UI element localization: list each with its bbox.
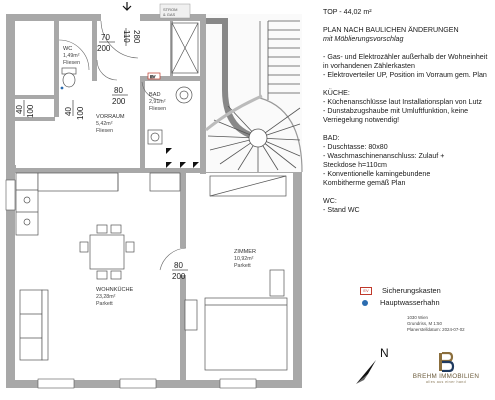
dim-vorraum-left-a: 40: [15, 105, 24, 114]
room-zimmer-area: 10,92m²: [234, 256, 254, 262]
wc-toilet-icon: [61, 68, 76, 89]
north-label: N: [380, 346, 389, 360]
dim-vorraum-right-b: 100: [76, 106, 85, 120]
room-wc-area: 1,49m²: [63, 53, 80, 59]
dim-wc-height: 200: [97, 44, 111, 53]
legend-row-fuse: [360, 285, 441, 297]
bathroom-fixtures: [148, 23, 198, 144]
legend-row-water: [360, 297, 441, 309]
plan-title: PLAN NACH BAULICHEN ÄNDERUNGEN: [323, 26, 459, 34]
top-area: TOP - 44,02 m²: [323, 8, 372, 16]
room-wohnkueche-name: WOHNKÜCHE: [96, 287, 134, 293]
general-notes: - Gas- und Elektrozähler außerhalb der Wohneinheit in vorhandenen Zählerkasten - Elektroverteiler UP, Position im Vorraum gem. Plan: [323, 53, 488, 79]
room-vorraum-name: VORRAUM: [96, 114, 125, 120]
legend: [360, 285, 441, 309]
dim-zimmer-height: 200: [172, 272, 186, 281]
legend-water-label: Hauptwasserhahn: [380, 298, 440, 307]
room-bad-floor: Fliesen: [149, 106, 167, 112]
shaft-markers: [166, 148, 199, 168]
room-zimmer-floor: Parkett: [234, 263, 251, 269]
wc-heading: WC:: [323, 197, 337, 205]
kueche-heading: KÜCHE:: [323, 89, 350, 97]
room-bad-area: 2,91m²: [149, 99, 166, 105]
room-wc-floor: Fliesen: [63, 60, 81, 66]
wc-notes: - Stand WC: [323, 206, 360, 214]
meta-scale: Grundriss, M 1:50: [407, 321, 442, 327]
sofa: [20, 290, 48, 360]
room-wohnkueche-floor: Parkett: [96, 301, 113, 307]
room-vorraum-floor: Fliesen: [96, 128, 114, 134]
plan-meta: [407, 315, 465, 334]
shaft-label-1: STROM: [163, 7, 178, 12]
dim-zimmer-width: 80: [174, 261, 183, 270]
water-valve-icon: [362, 300, 368, 306]
meta-location: 1030 Wien: [407, 315, 428, 320]
kueche-notes: - Küchenanschlüsse laut Installationsplan von Lutz - Dunstabzugshaube mit Umluftfunktion, keine Verriegelung notwendig!: [323, 98, 482, 124]
dim-wc-width: 70: [101, 33, 110, 42]
dim-vorraum-right-a: 40: [64, 107, 73, 116]
entry-arrow-icon: [123, 2, 131, 10]
logo-mark-icon: [437, 352, 455, 372]
spiral-staircase: [206, 14, 302, 172]
room-wohnkueche-area: 23,28m²: [96, 294, 116, 300]
room-vorraum-area: 5,42m²: [96, 121, 113, 127]
bad-notes: - Duschtasse: 80x80 - Waschmaschinenanschluss: Zulauf + Steckdose h=110cm - Konventionelle kamingebundene Kombitherme gemäß Plan: [323, 143, 445, 187]
dim-vorraum-left-b: 100: [26, 104, 35, 118]
meta-date: Planerstelldatum: 2024-07-02: [407, 327, 465, 333]
dim-bad-height: 200: [112, 97, 126, 106]
legend-fuse-label: Sicherungskasten: [382, 286, 441, 295]
plan-subtitle: mit Möblierungsvorschlag: [323, 35, 404, 43]
room-zimmer-name: ZIMMER: [234, 249, 257, 255]
fuse-box-icon: EV: [360, 287, 372, 295]
room-wc-name: WC: [63, 46, 73, 52]
bed: [185, 176, 287, 370]
brehm-logo: [406, 352, 486, 392]
shaft-label-2: & GAS: [163, 12, 176, 17]
bad-heading: BAD:: [323, 134, 340, 142]
room-bad-name: BAD: [149, 92, 161, 98]
plan-notes: [323, 8, 493, 215]
dining-table: [80, 225, 134, 279]
dim-bad-width: 80: [114, 86, 123, 95]
logo-name: BREHM IMMOBILIEN: [412, 373, 480, 380]
dim-entry-height: 280: [132, 30, 141, 44]
utility-shaft: [160, 4, 190, 18]
logo-tagline: alles aus einer hand: [425, 380, 467, 384]
dim-entry-width: 110: [122, 30, 131, 43]
fuse-box-label: EV: [150, 74, 156, 79]
